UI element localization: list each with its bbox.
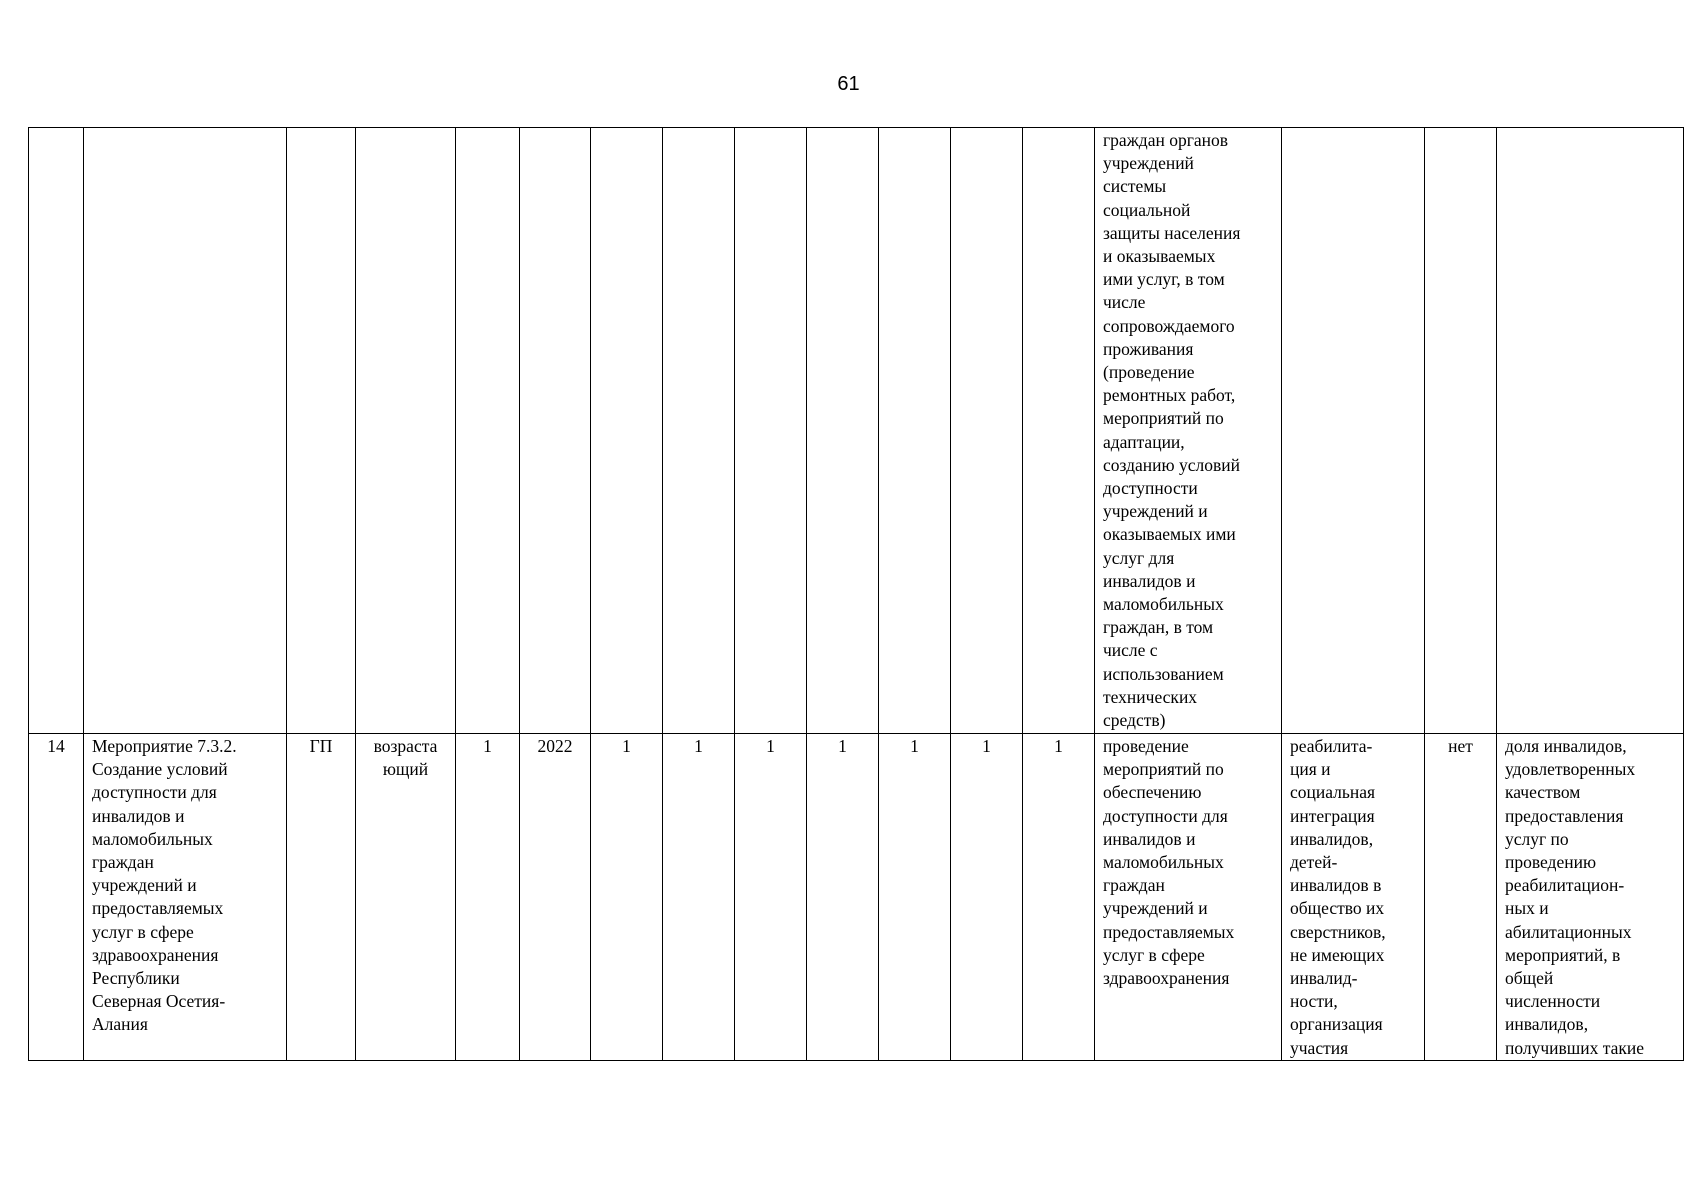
- indicator-text: проведение мероприятий по обеспечению доступности для инвалидов и маломобильных граждан учреждений и предоставляемых услуг в сфере здравоохранения: [1095, 734, 1282, 1061]
- goal-text: реабилита- ция и социальная интеграция инвалидов, детей- инвалидов в общество их сверстников, не имеющих инвалид- ности, организация участия: [1282, 734, 1425, 1061]
- table-cell: [1425, 128, 1497, 734]
- table-cell: [1023, 128, 1095, 734]
- value-cell: 1: [591, 734, 663, 1061]
- table-cell: [879, 128, 951, 734]
- dynamics: возраста ющий: [356, 734, 456, 1061]
- value-cell: 1: [879, 734, 951, 1061]
- table-cell: [1497, 128, 1684, 734]
- table-cell: [663, 128, 735, 734]
- page-number: 61: [837, 73, 860, 95]
- table-cell: [591, 128, 663, 734]
- program-type: ГП: [287, 734, 356, 1061]
- value-cell: 1: [663, 734, 735, 1061]
- indicators-table: [28, 127, 1684, 1061]
- table-cell: [807, 128, 879, 734]
- table-cell: [287, 128, 356, 734]
- table-cell: [951, 128, 1023, 734]
- table-cell: [84, 128, 287, 734]
- table-cell: [356, 128, 456, 734]
- table-row: [29, 128, 1684, 734]
- table-cell: [1095, 128, 1282, 734]
- table-cell: [735, 128, 807, 734]
- table-cell: [29, 128, 84, 734]
- result-text: доля инвалидов, удовлетворенных качеством предоставления услуг по проведению реабилитацион- ных и абилитационных мероприятий, в общей численности инвалидов, получивших такие: [1497, 734, 1684, 1061]
- flag-cell: нет: [1425, 734, 1497, 1061]
- unit-value: 1: [456, 734, 520, 1061]
- table-cell: [520, 128, 591, 734]
- value-cell: 1: [1023, 734, 1095, 1061]
- value-cell: 1: [735, 734, 807, 1061]
- value-cell: 1: [807, 734, 879, 1061]
- table-cell: [1282, 128, 1425, 734]
- event-name: Мероприятие 7.3.2. Создание условий доступности для инвалидов и маломобильных граждан учреждений и предоставляемых услуг в сфере здравоохранения Республики Северная Осетия- Алания: [84, 734, 287, 1061]
- row-number: 14: [29, 734, 84, 1061]
- value-cell: 1: [951, 734, 1023, 1061]
- indicator-text: граждан органов учреждений системы социальной защиты населения и оказываемых ими услуг, в том числе сопровождаемого проживания (проведение ремонтных работ, мероприятий по адаптации, созданию условий доступности учреждений и оказываемых ими услуг для инвалидов и маломобильных граждан, в том числе с использованием технических средств): [1103, 130, 1241, 731]
- table-cell: [456, 128, 520, 734]
- table-row: [29, 734, 1684, 1061]
- base-year: 2022: [520, 734, 591, 1061]
